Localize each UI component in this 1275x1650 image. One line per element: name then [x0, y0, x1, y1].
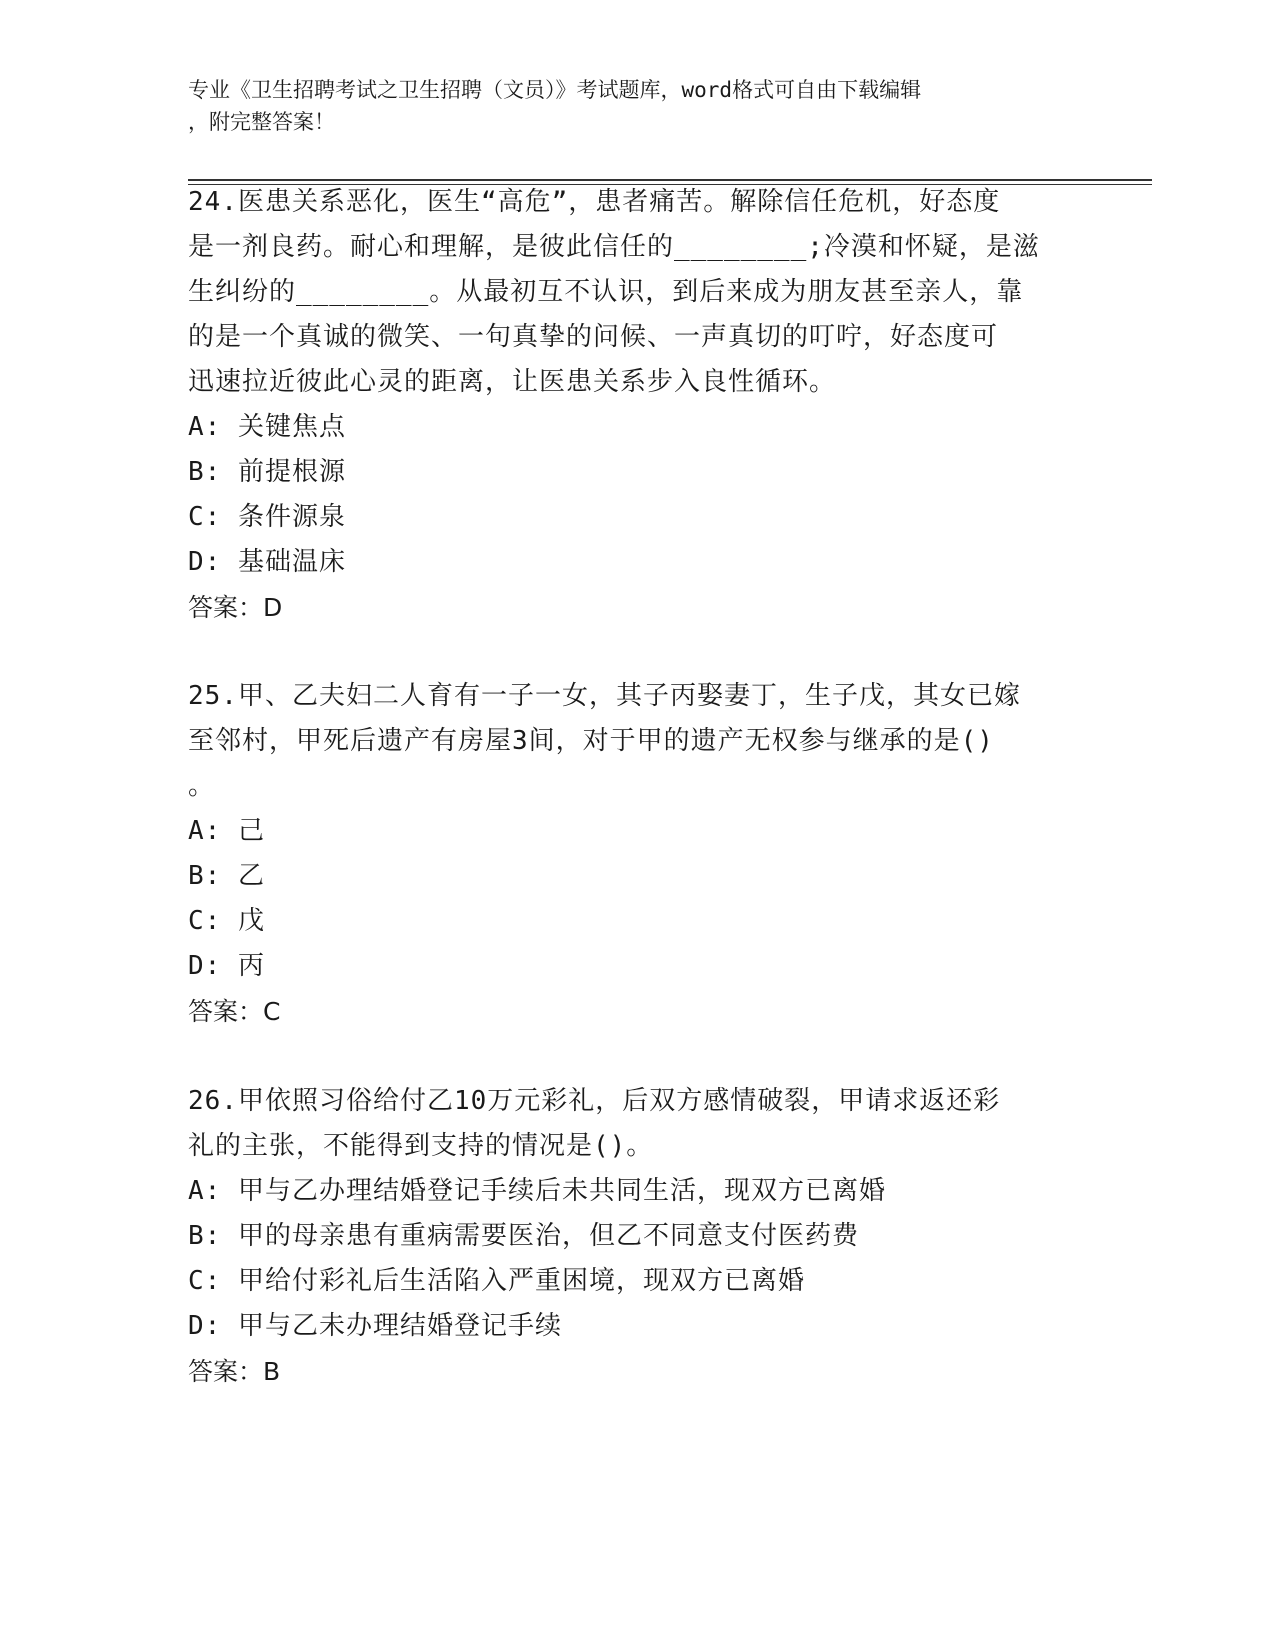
answer-label: 答案：C: [188, 997, 281, 1026]
question-text-line: 的是一个真诚的微笑、一句真挚的问候、一声真切的叮咛，好态度可: [188, 322, 999, 352]
answer-label: 答案：D: [188, 593, 283, 622]
option-d: D: 基础温床: [188, 547, 346, 577]
option-a: A: 甲与乙办理结婚登记手续后未共同生活，现双方已离婚: [188, 1176, 886, 1206]
option-b: B: 甲的母亲患有重病需要医治，但乙不同意支付医药费: [188, 1221, 859, 1251]
option-d: D: 甲与乙未办理结婚登记手续: [188, 1311, 562, 1341]
question-text-line: 是一剂良药。耐心和理解，是彼此信任的________;冷漠和怀疑，是滋: [188, 232, 1040, 262]
question-text-line: 迅速拉近彼此心灵的距离，让医患关系步入良性循环。: [188, 367, 837, 397]
question-text-line: 24.医患关系恶化，医生“高危”，患者痛苦。解除信任危机，好态度: [188, 187, 1001, 217]
option-b: B: 前提根源: [188, 457, 346, 487]
option-a: A: 己: [188, 816, 265, 846]
question-25: [188, 674, 1088, 1034]
header-line-1: 专业《卫生招聘考试之卫生招聘（文员）》考试题库，word格式可自由下载编辑: [188, 78, 922, 102]
option-c: C: 戊: [188, 906, 265, 936]
question-text-line: 礼的主张，不能得到支持的情况是()。: [188, 1131, 654, 1161]
question-text-line: 26.甲依照习俗给付乙10万元彩礼，后双方感情破裂，甲请求返还彩: [188, 1086, 1001, 1116]
option-b: B: 乙: [188, 861, 265, 891]
option-a: A: 关键焦点: [188, 412, 346, 442]
question-text-line: 25.甲、乙夫妇二人育有一子一女，其子丙娶妻丁，生子戊，其女已嫁: [188, 681, 1021, 711]
question-text-line: 。: [188, 771, 216, 801]
question-text-line: 至邻村，甲死后遗产有房屋3间，对于甲的遗产无权参与继承的是(): [188, 726, 994, 756]
question-26: [188, 1079, 1088, 1394]
question-24: [188, 180, 1088, 630]
header-line-2: ，附完整答案！: [188, 110, 335, 134]
document-header: [188, 74, 1088, 138]
option-d: D: 丙: [188, 951, 265, 981]
question-text-line: 生纠纷的________。从最初互不认识，到后来成为朋友甚至亲人，靠: [188, 277, 1024, 307]
option-c: C: 条件源泉: [188, 502, 346, 532]
answer-label: 答案：B: [188, 1357, 281, 1386]
option-c: C: 甲给付彩礼后生活陷入严重困境，现双方已离婚: [188, 1266, 805, 1296]
